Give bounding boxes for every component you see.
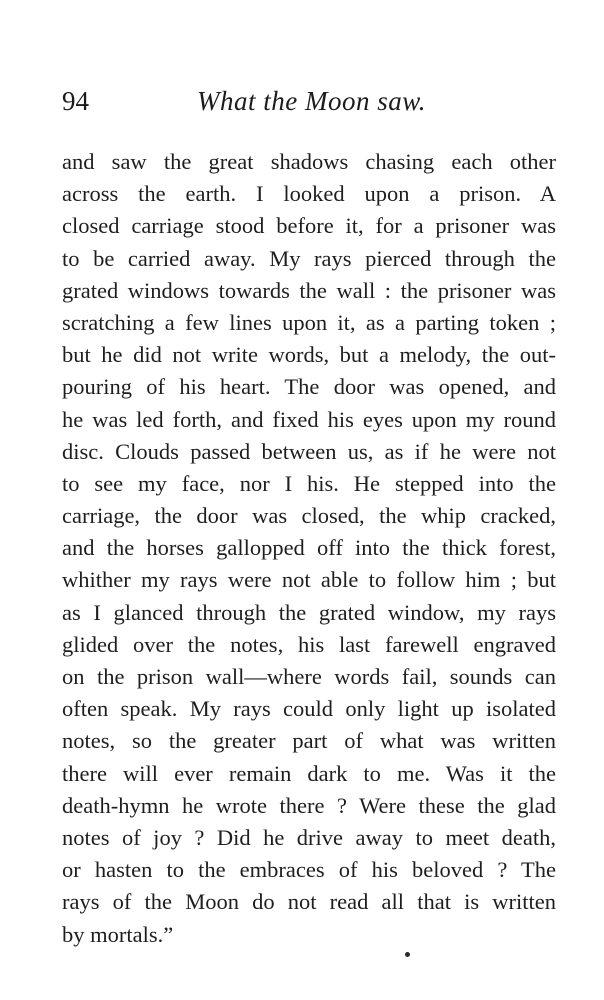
text-line: often speak. My rays could only light up isolated xyxy=(62,696,556,722)
text-line: whither my rays were not able to follow him ; but xyxy=(62,567,556,593)
text-line: to see my face, nor I his. He stepped into the xyxy=(62,470,556,496)
text-line: there will ever remain dark to me. Was it the xyxy=(62,760,556,786)
text-line: disc. Clouds passed between us, as if he were not xyxy=(62,438,556,464)
text-line: but he did not write words, but a melody, the out- xyxy=(62,342,556,368)
text-line: by mortals.” xyxy=(62,921,174,947)
text-line: and the horses gallopped off into the thick forest, xyxy=(62,535,556,561)
text-line: death-hymn he wrote there ? Were these the glad xyxy=(62,792,556,818)
printer-dot-ornament xyxy=(405,952,410,957)
text-line: scratching a few lines upon it, as a parting token ; xyxy=(62,309,556,335)
running-title: What the Moon saw. xyxy=(197,86,426,116)
text-line: notes of joy ? Did he drive away to meet death, xyxy=(62,824,556,850)
text-line: on the prison wall—where words fail, sounds can xyxy=(62,664,556,689)
text-line: closed carriage stood before it, for a prisoner was xyxy=(62,213,556,239)
text-line: glided over the notes, his last farewell engraved xyxy=(62,631,556,657)
body-text xyxy=(62,146,556,951)
text-line: pouring of his heart. The door was opened, and xyxy=(62,374,556,400)
text-line: across the earth. I looked upon a prison. A xyxy=(62,181,556,207)
text-line: carriage, the door was closed, the whip cracked, xyxy=(62,503,556,529)
text-line: rays of the Moon do not read all that is written xyxy=(62,889,556,915)
running-head xyxy=(62,86,542,126)
page-number: 94 xyxy=(62,86,89,116)
text-line: and saw the great shadows chasing each other xyxy=(62,149,556,174)
text-line: as I glanced through the grated window, my rays xyxy=(62,599,556,625)
text-line: he was led forth, and fixed his eyes upon my round xyxy=(62,406,556,432)
text-line: or hasten to the embraces of his beloved ? The xyxy=(62,857,556,883)
text-line: to be carried away. My rays pierced through the xyxy=(62,245,556,271)
text-line: notes, so the greater part of what was written xyxy=(62,728,556,754)
text-line: grated windows towards the wall : the prisoner was xyxy=(62,277,556,303)
